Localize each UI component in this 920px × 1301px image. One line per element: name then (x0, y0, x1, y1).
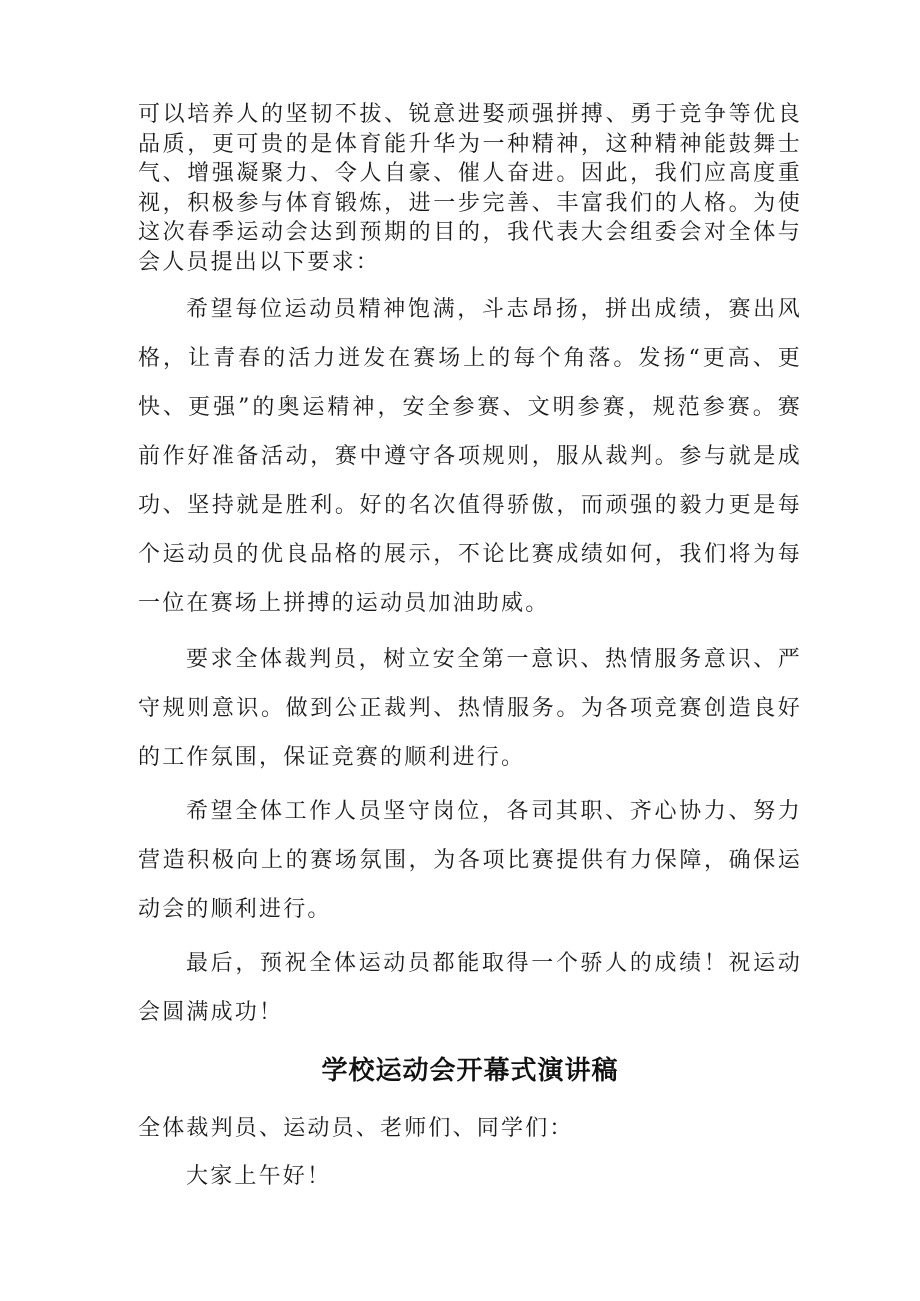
paragraph-referees: 要求全体裁判员，树立安全第一意识、热情服务意识、严守规则意识。做到公正裁判、热情服务。为各项竞赛创造良好的工作氛围，保证竞赛的顺利进行。 (138, 647, 802, 770)
paragraph-closing: 最后，预祝全体运动员都能取得一个骄人的成绩！祝运动会圆满成功！ (138, 951, 802, 1025)
speech-title: 学校运动会开幕式演讲稿 (321, 1056, 619, 1086)
salutation: 全体裁判员、运动员、老师们、同学们： (138, 1116, 574, 1141)
greeting: 大家上午好！ (186, 1164, 332, 1189)
paragraph-intro-continued: 可以培养人的坚韧不拔、锐意进娶顽强拼搏、勇于竞争等优良品质，更可贵的是体育能升华为一种精神，这种精神能鼓舞士气、增强凝聚力、令人自豪、催人奋进。因此，我们应高度重视，积极参与体育锻炼，进一步完善、丰富我们的人格。为使这次春季运动会达到预期的目的，我代表大会组委会对全体与会人员提出以下要求： (138, 102, 802, 275)
paragraph-staff: 希望全体工作人员坚守岗位，各司其职、齐心协力、努力营造积极向上的赛场氛围，为各项比赛提供有力保障，确保运动会的顺利进行。 (138, 799, 802, 922)
document-page (138, 100, 802, 1197)
paragraph-athletes: 希望每位运动员精神饱满，斗志昂扬，拼出成绩，赛出风格，让青春的活力迸发在赛场上的每个角落。发扬“更高、更快、更强”的奥运精神，安全参赛、文明参赛，规范参赛。赛前作好准备活动，赛中遵守各项规则，服从裁判。参与就是成功、坚持就是胜利。好的名次值得骄傲，而顽强的毅力更是每个运动员的优良品格的展示，不论比赛成绩如何，我们将为每一位在赛场上拼搏的运动员加油助威。 (138, 297, 802, 616)
